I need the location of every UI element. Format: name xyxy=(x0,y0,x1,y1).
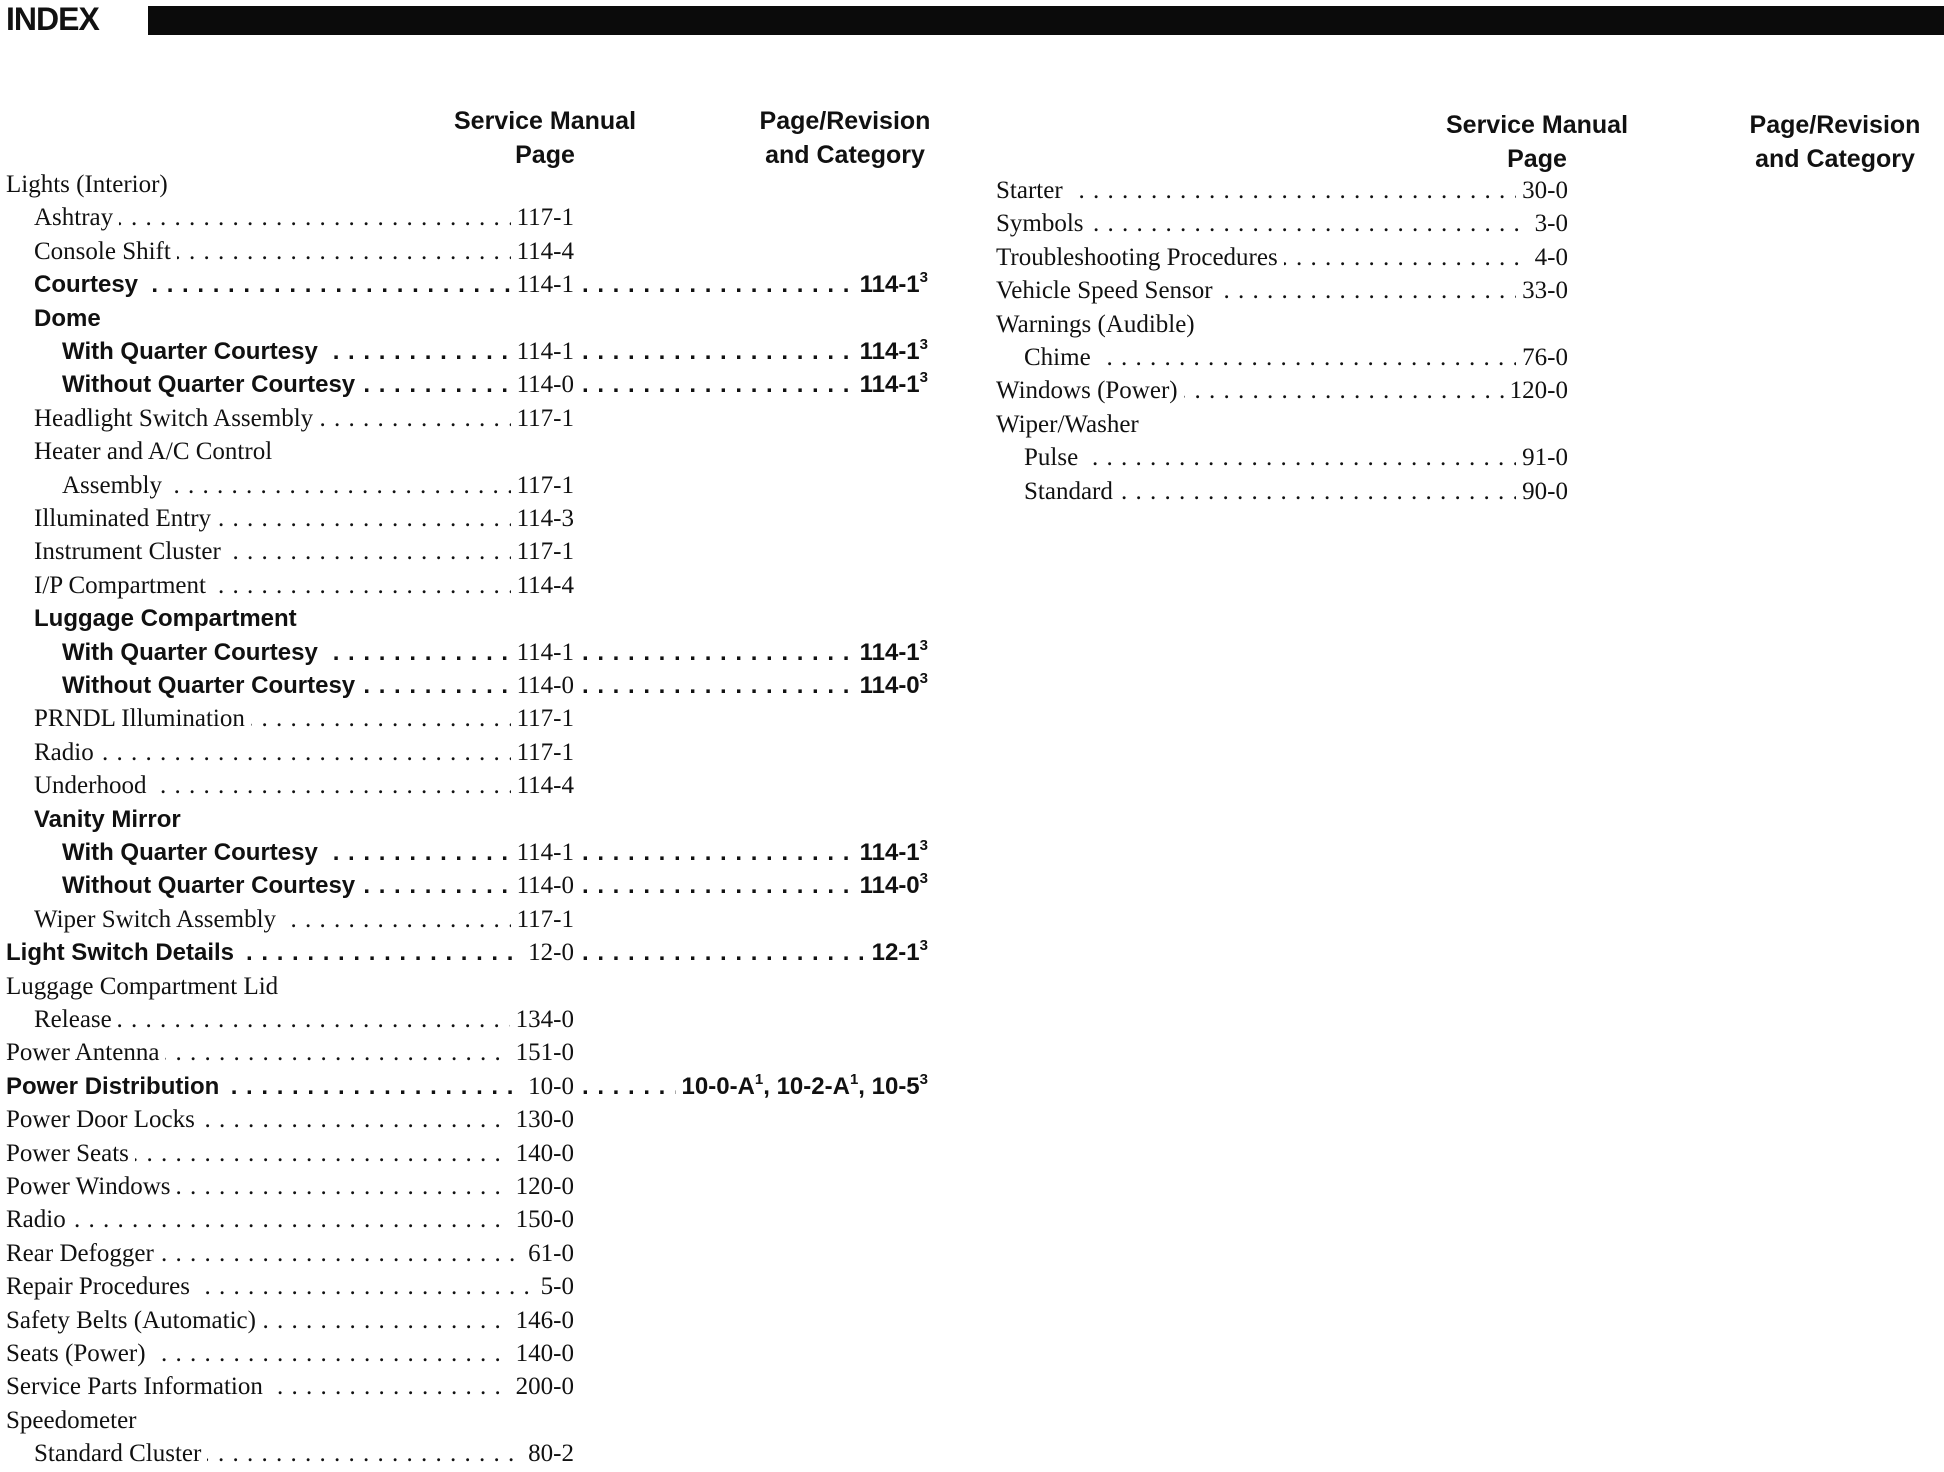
right-rev-line2: and Category xyxy=(1755,145,1915,173)
index-entry xyxy=(0,702,960,735)
entry-page: 30-0 xyxy=(1516,174,1568,207)
entry-page: 114-4 xyxy=(511,569,574,602)
entry-page: 117-1 xyxy=(511,402,574,435)
page-title: INDEX xyxy=(6,1,99,37)
index-entry xyxy=(0,602,960,635)
entry-page: 114-0 xyxy=(511,869,574,902)
entry-revision xyxy=(854,836,928,869)
entry-label: Service Parts Information xyxy=(6,1370,269,1403)
entry-page: 3-0 xyxy=(1529,207,1568,240)
revision-category: 3 xyxy=(919,636,928,654)
entry-label: Power Seats xyxy=(6,1137,135,1170)
entry-page: 130-0 xyxy=(510,1103,574,1136)
right-sm-line1: Service Manual xyxy=(1445,111,1629,139)
entry-label: Warnings (Audible) xyxy=(996,308,1201,341)
entry-page: 114-1 xyxy=(511,636,574,669)
index-entry xyxy=(990,308,1944,341)
entry-page: 117-1 xyxy=(511,903,574,936)
index-entry xyxy=(0,636,960,669)
revision-category: 1 xyxy=(849,1070,859,1088)
index-entry xyxy=(0,836,960,869)
entry-label: Radio xyxy=(6,1203,72,1236)
left-sm-line1: Service Manual xyxy=(453,107,637,135)
dot-leader xyxy=(44,201,564,234)
entry-page: 120-0 xyxy=(510,1170,574,1203)
index-entry xyxy=(0,669,960,702)
revision-ref: 10-0-A xyxy=(681,1072,755,1100)
entry-label: Without Quarter Courtesy xyxy=(62,368,361,401)
entry-label: Underhood xyxy=(34,769,152,802)
entry-label: Speedometer xyxy=(6,1404,143,1437)
entry-label: PRNDL Illumination xyxy=(34,702,251,735)
dot-leader xyxy=(44,1003,564,1036)
index-entry xyxy=(990,475,1944,508)
index-entry xyxy=(0,168,960,201)
entry-revision xyxy=(854,869,928,902)
revision-ref: 114-1 xyxy=(859,638,920,666)
entry-label: Power Windows xyxy=(6,1170,177,1203)
revision-ref: 114-1 xyxy=(859,371,920,399)
entry-page: 114-0 xyxy=(511,368,574,401)
entry-page: 146-0 xyxy=(510,1304,574,1337)
entry-label: Windows (Power) xyxy=(996,374,1184,407)
revision-category: 3 xyxy=(919,670,928,687)
index-entry xyxy=(990,341,1944,374)
entry-page: 114-1 xyxy=(511,836,574,869)
entry-label: Standard xyxy=(1024,475,1119,508)
entry-page: 114-0 xyxy=(511,669,574,702)
revision-category: 3 xyxy=(919,336,928,353)
entry-label: Ashtray xyxy=(34,201,119,234)
entry-label: Pulse xyxy=(1024,441,1084,474)
index-entry xyxy=(0,803,960,836)
entry-page: 134-0 xyxy=(510,1003,574,1036)
entry-revision xyxy=(676,1070,928,1103)
entry-page: 114-4 xyxy=(511,769,574,802)
entry-page: 117-1 xyxy=(511,702,574,735)
index-entry xyxy=(0,1170,960,1203)
entry-page: 114-4 xyxy=(511,235,574,268)
entry-label: Illuminated Entry xyxy=(34,502,217,535)
entry-label: Vanity Mirror xyxy=(34,803,187,836)
index-entry xyxy=(0,302,960,335)
left-sm-line2: Page xyxy=(515,141,575,169)
entry-label: Wiper/Washer xyxy=(996,408,1145,441)
entry-revision xyxy=(854,268,928,301)
entry-revision xyxy=(854,636,928,669)
entry-label: Chime xyxy=(1024,341,1097,374)
right-index-list xyxy=(990,174,1944,514)
entry-page: 151-0 xyxy=(510,1036,574,1069)
dot-leader xyxy=(1006,174,1558,207)
index-entry xyxy=(0,769,960,802)
dot-leader xyxy=(44,736,564,769)
index-entry xyxy=(0,469,960,502)
entry-page: 150-0 xyxy=(510,1203,574,1236)
left-index-list xyxy=(0,168,960,1468)
index-entry xyxy=(0,268,960,301)
index-entry xyxy=(0,1370,960,1403)
revision-category: 3 xyxy=(919,269,928,287)
revision-category: 3 xyxy=(919,369,928,387)
entry-label: Console Shift xyxy=(34,235,177,268)
revision-ref: , 10-5 xyxy=(858,1072,920,1100)
revision-ref: 114-1 xyxy=(859,839,920,866)
entry-label: With Quarter Courtesy xyxy=(62,836,324,869)
entry-label: Without Quarter Courtesy xyxy=(62,869,361,902)
index-entry xyxy=(0,903,960,936)
index-entry xyxy=(990,374,1944,407)
entry-label: Symbols xyxy=(996,207,1090,240)
index-entry xyxy=(0,569,960,602)
index-entry xyxy=(0,435,960,468)
page-header xyxy=(0,0,1944,40)
entry-page: 117-1 xyxy=(511,736,574,769)
revision-category: 1 xyxy=(754,1070,764,1088)
index-entry xyxy=(0,1103,960,1136)
entry-revision xyxy=(854,368,928,401)
revision-ref: , 10-2-A xyxy=(763,1072,850,1100)
index-entry xyxy=(0,201,960,234)
revision-category: 3 xyxy=(919,1070,928,1088)
entry-page: 120-0 xyxy=(1504,374,1568,407)
entry-label: Luggage Compartment Lid xyxy=(6,970,284,1003)
entry-label: Heater and A/C Control xyxy=(34,435,278,468)
entry-label: Vehicle Speed Sensor xyxy=(996,274,1219,307)
revision-category: 3 xyxy=(919,837,928,854)
entry-label: Standard Cluster xyxy=(34,1437,207,1470)
left-service-manual-heading xyxy=(430,104,660,172)
entry-label: Seats (Power) xyxy=(6,1337,152,1370)
entry-page: 114-1 xyxy=(511,335,574,368)
entry-label: Release xyxy=(34,1003,118,1036)
revision-ref: 114-1 xyxy=(859,338,920,365)
revision-ref: 12-1 xyxy=(871,939,920,967)
entry-page: 140-0 xyxy=(510,1337,574,1370)
entry-label: Repair Procedures xyxy=(6,1270,196,1303)
entry-page: 117-1 xyxy=(511,201,574,234)
entry-page: 5-0 xyxy=(535,1270,574,1303)
entry-page: 33-0 xyxy=(1516,274,1568,307)
index-entry xyxy=(990,408,1944,441)
index-entry xyxy=(0,1237,960,1270)
dot-leader xyxy=(16,1203,564,1236)
entry-label: Courtesy xyxy=(34,268,144,301)
right-rev-line1: Page/Revision xyxy=(1749,111,1921,139)
index-entry xyxy=(990,207,1944,240)
index-entry xyxy=(0,335,960,368)
index-entry xyxy=(0,869,960,902)
index-entry xyxy=(990,441,1944,474)
entry-label: Power Antenna xyxy=(6,1036,165,1069)
entry-label: Radio xyxy=(34,736,100,769)
index-entry xyxy=(0,1203,960,1236)
entry-page: 114-3 xyxy=(511,502,574,535)
revision-ref: 114-0 xyxy=(859,872,920,900)
right-sm-line2: Page xyxy=(1507,145,1567,173)
entry-label: Light Switch Details xyxy=(6,936,240,969)
dot-leader xyxy=(1034,441,1558,474)
index-entry xyxy=(0,970,960,1003)
entry-label: Instrument Cluster xyxy=(34,535,227,568)
header-rule xyxy=(148,6,1944,35)
right-service-manual-heading xyxy=(1422,108,1652,176)
entry-page: 4-0 xyxy=(1529,241,1568,274)
entry-page: 61-0 xyxy=(522,1237,574,1270)
index-entry xyxy=(0,936,960,969)
index-entry xyxy=(0,736,960,769)
entry-label: Safety Belts (Automatic) xyxy=(6,1304,262,1337)
revision-category: 3 xyxy=(919,937,928,955)
entry-label: With Quarter Courtesy xyxy=(62,636,324,669)
entry-label: Headlight Switch Assembly xyxy=(34,402,319,435)
index-entry xyxy=(0,502,960,535)
entry-page: 76-0 xyxy=(1516,341,1568,374)
index-entry xyxy=(0,1437,960,1470)
right-revision-heading xyxy=(1730,108,1940,176)
index-entry xyxy=(0,535,960,568)
entry-label: Power Door Locks xyxy=(6,1103,201,1136)
entry-label: Assembly xyxy=(62,469,168,502)
entry-page: 90-0 xyxy=(1516,475,1568,508)
entry-revision xyxy=(854,335,928,368)
entry-label: Power Distribution xyxy=(6,1070,225,1103)
index-entry xyxy=(0,1404,960,1437)
entry-revision xyxy=(854,669,928,702)
dot-leader xyxy=(1034,341,1558,374)
entry-label: Wiper Switch Assembly xyxy=(34,903,282,936)
entry-page: 10-0 xyxy=(522,1070,574,1103)
index-entry xyxy=(0,235,960,268)
index-entry xyxy=(0,1003,960,1036)
index-entry xyxy=(990,274,1944,307)
index-entry xyxy=(990,174,1944,207)
revision-ref: 114-0 xyxy=(859,672,920,699)
entry-label: Luggage Compartment xyxy=(34,602,303,635)
entry-revision xyxy=(866,936,928,969)
entry-label: Troubleshooting Procedures xyxy=(996,241,1284,274)
index-entry xyxy=(0,1337,960,1370)
index-entry xyxy=(990,241,1944,274)
index-entry xyxy=(0,368,960,401)
entry-page: 114-1 xyxy=(511,268,574,301)
left-revision-heading xyxy=(740,104,950,172)
revision-ref: 114-1 xyxy=(859,271,920,299)
left-rev-line1: Page/Revision xyxy=(759,107,931,135)
index-entry xyxy=(0,1270,960,1303)
index-entry xyxy=(0,402,960,435)
entry-label: I/P Compartment xyxy=(34,569,212,602)
index-entry xyxy=(0,1304,960,1337)
index-entry xyxy=(0,1070,960,1103)
entry-label: Lights (Interior) xyxy=(6,168,174,201)
entry-page: 80-2 xyxy=(522,1437,574,1470)
entry-label: Without Quarter Courtesy xyxy=(62,669,361,702)
entry-label: Dome xyxy=(34,302,107,335)
entry-page: 117-1 xyxy=(511,469,574,502)
entry-page: 91-0 xyxy=(1516,441,1568,474)
entry-label: Starter xyxy=(996,174,1069,207)
index-entry xyxy=(0,1137,960,1170)
revision-category: 3 xyxy=(919,870,928,888)
entry-page: 140-0 xyxy=(510,1137,574,1170)
index-entry xyxy=(0,1036,960,1069)
entry-label: With Quarter Courtesy xyxy=(62,335,324,368)
entry-label: Rear Defogger xyxy=(6,1237,160,1270)
entry-page: 12-0 xyxy=(522,936,574,969)
entry-page: 117-1 xyxy=(511,535,574,568)
left-rev-line2: and Category xyxy=(765,141,925,169)
entry-page: 200-0 xyxy=(510,1370,574,1403)
